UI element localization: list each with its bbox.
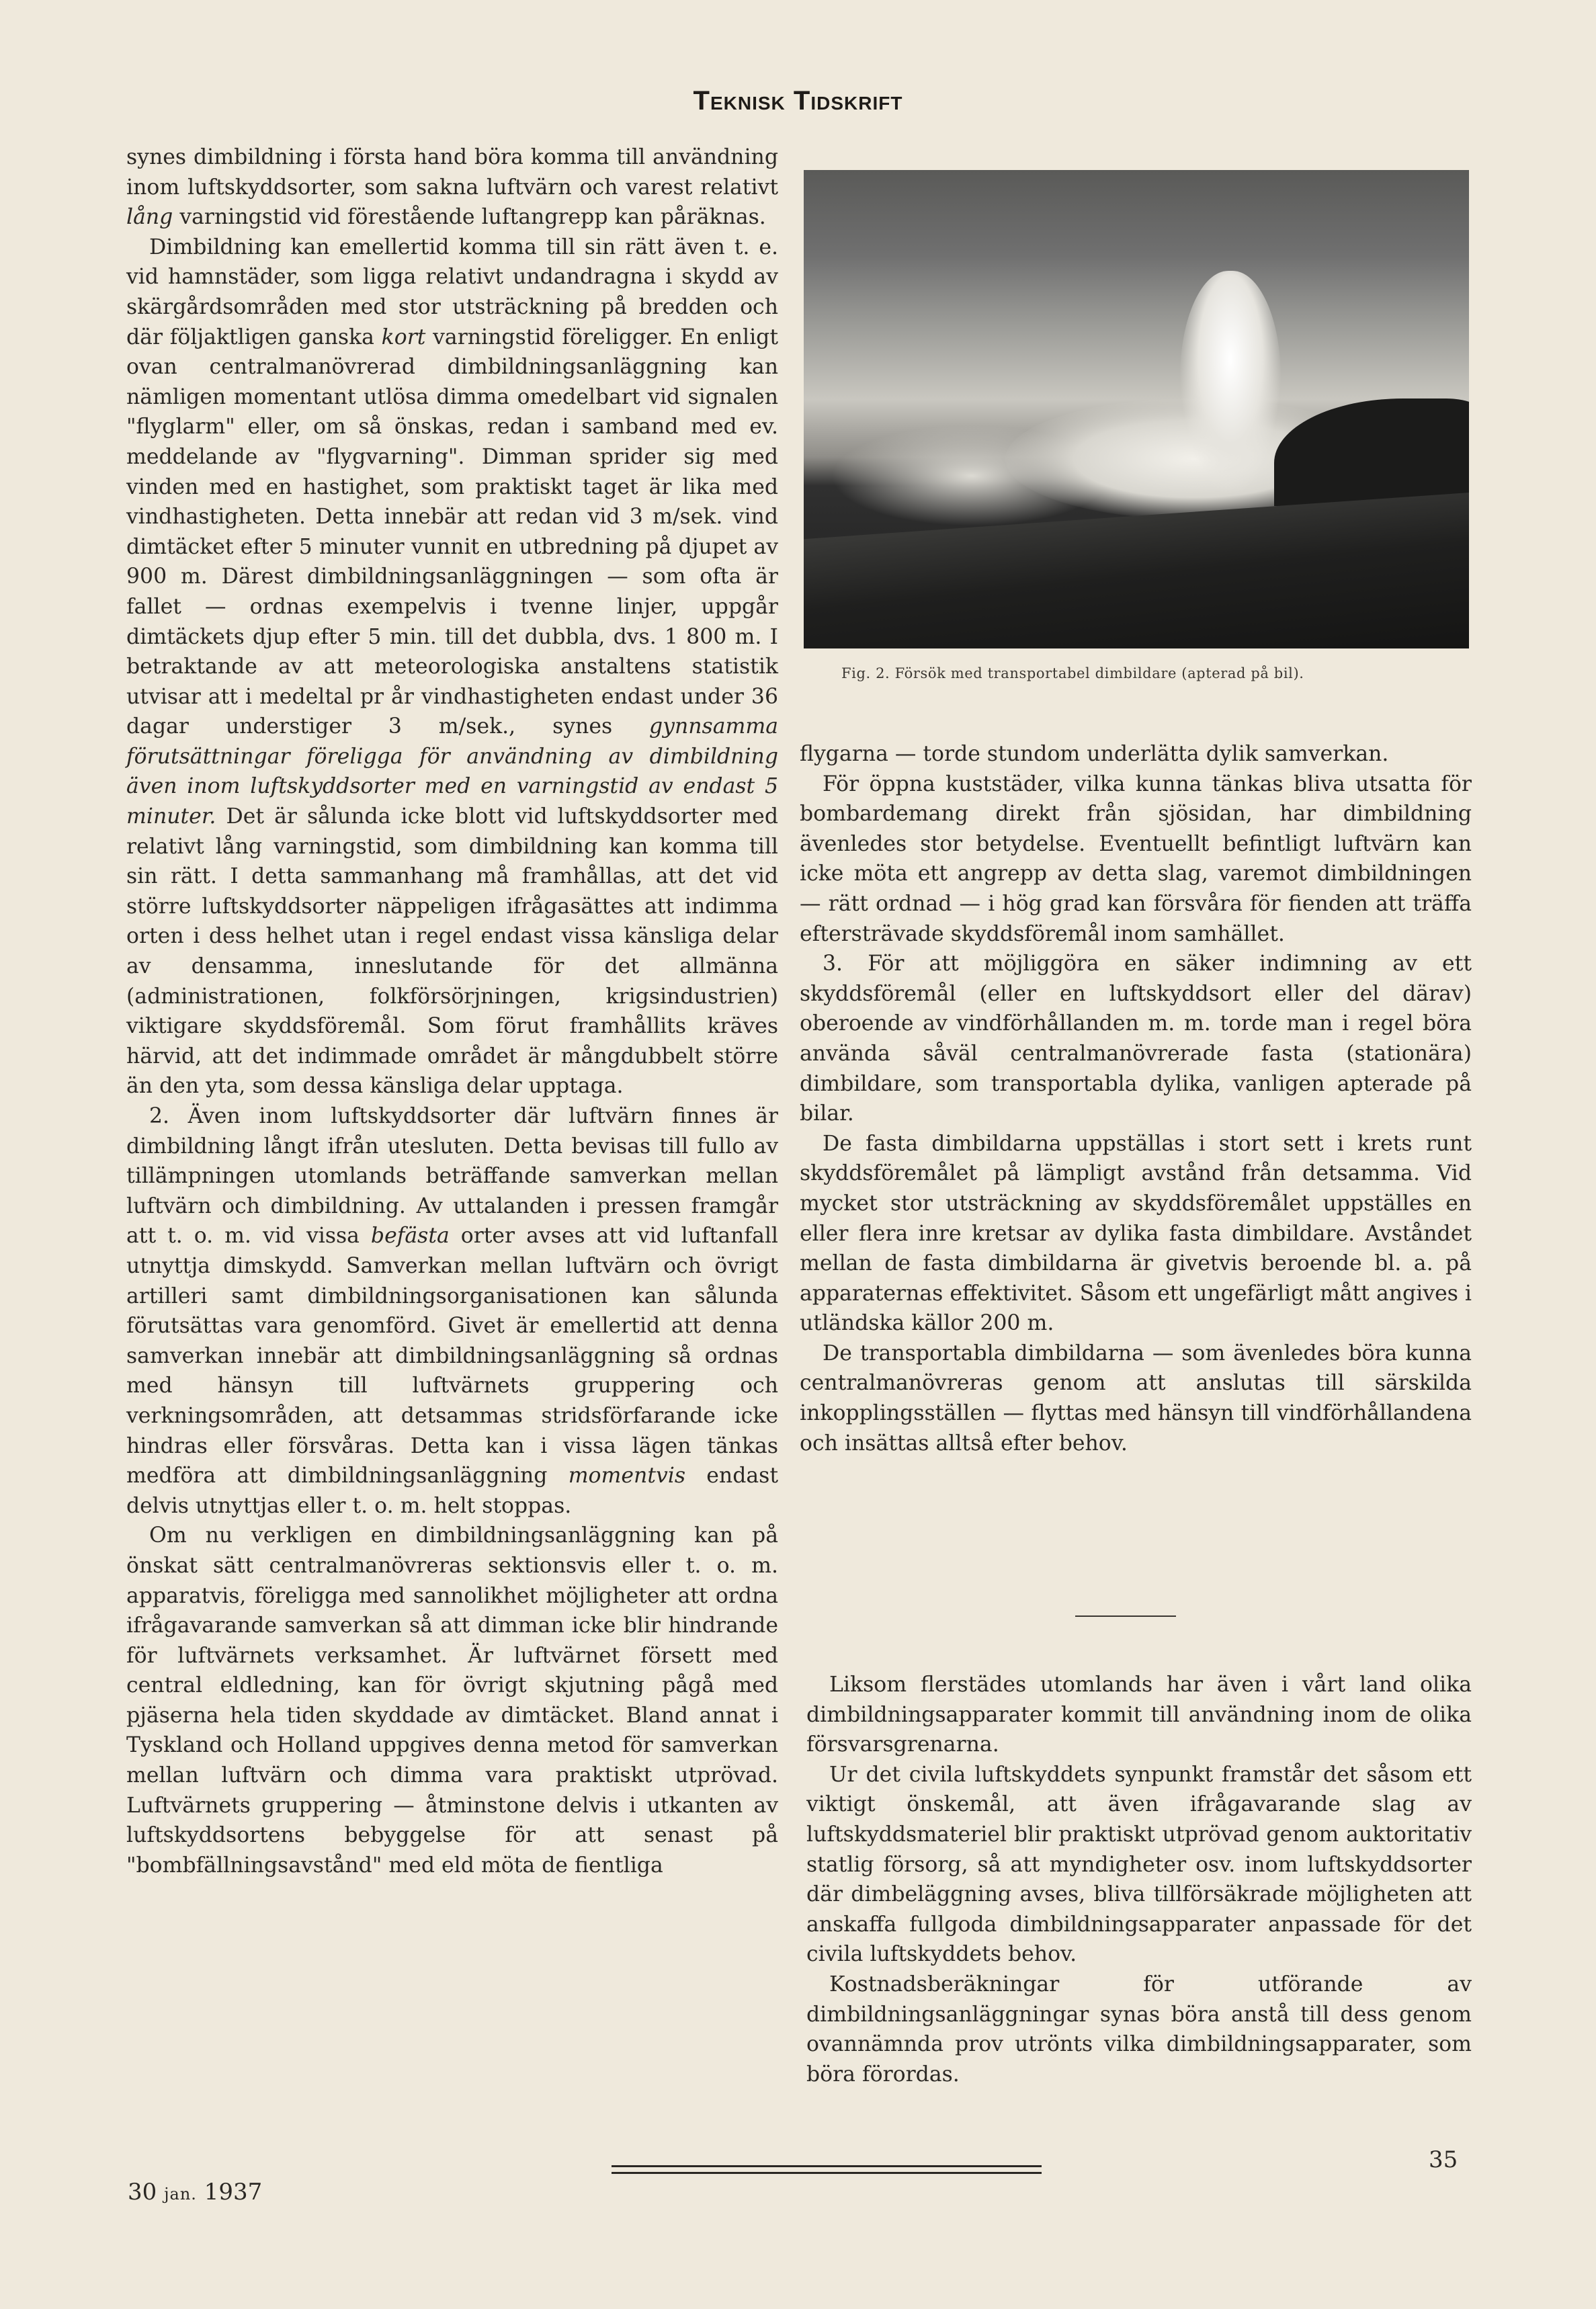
left-column xyxy=(126,142,778,1880)
paragraph xyxy=(126,142,778,233)
issue-date-month: jan. xyxy=(164,2185,197,2203)
footer-rule-bottom xyxy=(612,2172,1042,2174)
italic-text: momentvis xyxy=(568,1464,686,1488)
text-run: För öppna kuststäder, vilka kunna tänkas bliva utsatta för bombardemang direkt från sjösidan, har dimbildning ävenledes stor betydelse. Eventuellt befintligt luftvärn kan icke möta ett angrepp av detta slag, varemot dimbildningen — rätt ordnad — i hög grad kan försvåra för fienden att träffa eftersträvade skyddsföremål inom samhället. xyxy=(800,771,1472,946)
issue-date xyxy=(128,2179,262,2206)
paragraph xyxy=(800,1129,1472,1339)
text-run: Ur det civila luftskyddets synpunkt framstår det såsom ett viktigt önskemål, att även ifrågavarande slag av luftskyddsmateriel blir praktiskt utprövad genom auktoritativ statlig försorg, så att myndigheter osv. inom luftskyddsorter där dimbeläggning avses, bliva tillförsäkrade möjligheten att anskaffa fullgoda dimbildningsapparater anpassade för det civila luftskyddets behov. xyxy=(806,1762,1472,1967)
paragraph xyxy=(126,1521,778,1880)
text-run: 3. För att möjliggöra en säker indimning av ett skyddsföremål (eller en luftskyddsort eller del därav) oberoende av vindförhållanden m. m. torde man i regel böra använda såväl centralmanövrerade fasta (stationära) dimbildare, som transportabla dylika, vanligen apterade på bilar. xyxy=(800,952,1472,1126)
text-run: Liksom flerstädes utomlands har även i vårt land olika dimbildningsapparater kommit till användning inom de olika försvarsgrenarna. xyxy=(806,1673,1472,1757)
text-run: De fasta dimbildarna uppställas i stort sett i krets runt skyddsföremålet på lämpligt avstånd från detsamma. Vid mycket stor utsträckning av skyddsföremålet uppställes en eller flera inre kretsar av dylika fasta dimbildare. Avståndet mellan de fasta dimbildarna är givetvis beroende bl. a. på apparaternas effektivitet. Såsom ett ungefärligt mått angives i utländska källor 200 m. xyxy=(800,1131,1472,1336)
italic-text: befästa xyxy=(370,1224,450,1249)
footer-rule-top xyxy=(612,2165,1042,2167)
text-run: De transportabla dimbildarna — som ävenledes böra kunna centralmanövreras genom att anslutas till särskilda inkopplingsställen — flyttas med hänsyn till vindförhållandena och insättas alltså efter behov. xyxy=(800,1341,1472,1456)
italic-text: gynnsamma förutsättningar föreligga för användning av dimbildning även inom luftskyddsorter med en varningstid av endast 5 minuter. xyxy=(126,714,778,829)
text-run: Dimbildning kan emellertid komma till sin rätt även t. e. vid hamnstäder, som ligga relativt undandragna i skydd av skärgårdsområden med stor utsträckning på bredden och där följaktligen ganska xyxy=(126,235,778,349)
paragraph xyxy=(806,1760,1472,1970)
paragraph xyxy=(126,1101,778,1521)
figure-photo xyxy=(804,170,1469,648)
text-run: endast delvis utnyttjas eller t. o. m. helt stoppas. xyxy=(126,1464,778,1518)
figure-caption: Fig. 2. Försök med transportabel dimbildare (apterad på bil). xyxy=(841,665,1304,681)
text-run: Kostnadsberäkningar för utförande av dimbildningsanläggningar synas böra anstå till dess genom ovannämnda prov utrönts vilka dimbildningsapparater, som böra förordas. xyxy=(806,1972,1472,2087)
text-run: Om nu verkligen en dimbildningsanläggning kan på önskat sätt centralmanövreras sektionsvis eller t. o. m. apparatvis, föreligga med sannolikhet möjligheter att ordna ifrågavarande samverkan så att dimman icke blir hindrande för luftvärnets verksamhet. Är luftvärnet försett med central eldledning, kan för övrigt skjutning pågå med pjäserna hela tiden skyddade av dimtäcket. Bland annat i Tyskland och Holland uppgives denna metod för samverkan mellan luftvärn och dimma vara praktiskt utprövad. Luftvärnets gruppering — åtminstone delvis i utkanten av luftskyddsortens bebyggelse för att senast på "bombfällningsavstånd" med eld möta de fientliga xyxy=(126,1523,778,1878)
paragraph xyxy=(800,739,1472,769)
text-run: synes dimbildning i första hand böra komma till användning inom luftskyddsorter, som sakna luftvärn och varest relativt xyxy=(126,145,778,200)
right-column-continued xyxy=(806,1670,1472,2089)
paragraph xyxy=(800,769,1472,950)
italic-text: lång xyxy=(126,205,173,230)
text-run: 2. Även inom luftskyddsorter där luftvärn finnes är dimbildning långt ifrån utesluten. Detta bevisas till fullo av tillämpningen utomlands beträffande samverkan mellan luftvärn och dimbildning. Av uttalanden i pressen framgår att t. o. m. vid vissa xyxy=(126,1104,778,1249)
page-number: 35 xyxy=(1429,2146,1458,2173)
issue-date-day: 30 xyxy=(128,2179,157,2206)
masthead-title: Teknisk Tidskrift xyxy=(693,86,903,116)
paragraph xyxy=(800,1339,1472,1458)
paragraph xyxy=(126,233,778,1101)
text-run: flygarna — torde stundom underlätta dylik samverkan. xyxy=(800,742,1389,766)
italic-text: kort xyxy=(381,325,426,349)
paragraph xyxy=(806,1670,1472,1760)
paragraph xyxy=(800,949,1472,1129)
right-column xyxy=(800,739,1472,1458)
text-run: orter avses att vid luftanfall utnyttja dimskydd. Samverkan mellan luftvärn och övrigt artilleri samt dimbildningsorganisationen kan sålunda förutsättas vara genomförd. Givet är emellertid att denna samverkan innebär att dimbildningsanläggning så ordnas med hänsyn till luftvärnets gruppering och verkningsområden, att detsammas stridsförfarande icke hindras eller försvåras. Detta kan i vissa lägen tänkas medföra att dimbildningsanläggning xyxy=(126,1224,778,1488)
text-run: varningstid vid förestående luftangrepp kan påräknas. xyxy=(173,205,766,230)
paragraph xyxy=(806,1970,1472,2089)
text-run: varningstid föreligger. En enligt ovan centralmanövrerad dimbildningsanläggning kan nämligen momentant utlösa dimma omedelbart vid signalen "flyglarm" eller, om så önskas, redan i samband med ev. meddelande av "flygvarning". Dimman sprider sig med vinden med en hastighet, som praktiskt taget är lika med vindhastigheten. Detta innebär att redan vid 3 m/sek. vind dimtäcket efter 5 minuter vunnit en utbredning på djupet av 900 m. Därest dimbildningsanläggningen — som ofta är fallet — ordnas exempelvis i tvenne linjer, uppgår dimtäckets djup efter 5 min. till det dubbla, dvs. 1 800 m. I betraktande av att meteorologiska anstaltens statistik utvisar att i medeltal pr år vindhastigheten endast under 36 dagar understiger 3 m/sek., synes xyxy=(126,325,779,739)
issue-date-year: 1937 xyxy=(204,2179,263,2206)
section-divider xyxy=(1075,1615,1176,1617)
text-run: Det är sålunda icke blott vid luftskyddsorter med relativt lång varningstid, som dimbildning kan komma till sin rätt. I detta sammanhang må framhållas, att det vid större luftskyddsorter näppeligen ifrågasättes att indimma orten i dess helhet utan i regel endast vissa känsliga delar av densamma, inneslutande för det allmänna (administrationen, folkförsörjningen, krigsindustrien) viktigare skyddsföremål. Som förut framhållits kräves härvid, att det indimmade området är mångdubbelt större än den yta, som dessa känsliga delar upptaga. xyxy=(126,804,778,1099)
